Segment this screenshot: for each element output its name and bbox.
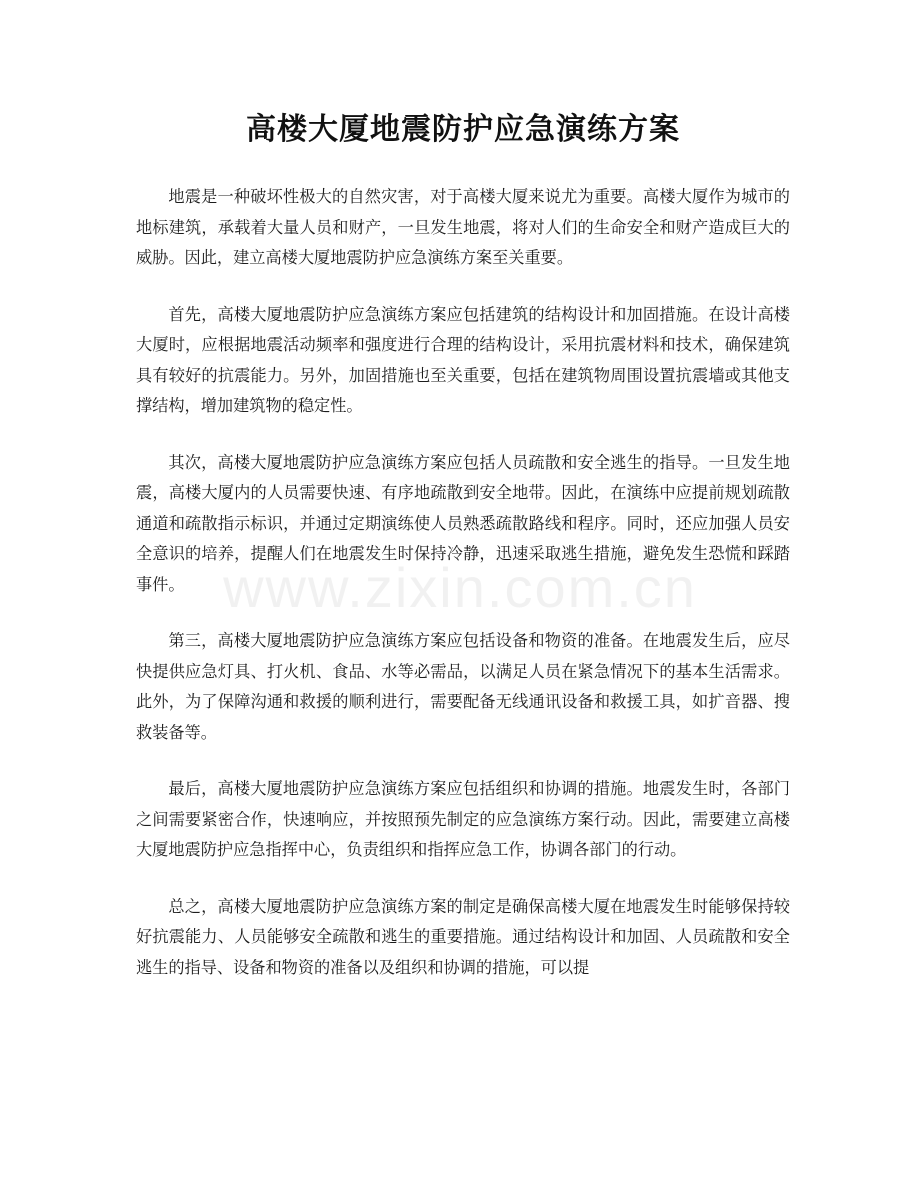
paragraph-structure: 首先，高楼大厦地震防护应急演练方案应包括建筑的结构设计和加固措施。在设计高楼大厦时，应根据地震活动频率和强度进行合理的结构设计，采用抗震材料和技术，确保建筑具有较好的抗震能力。另外，加固措施也至关重要，包括在建筑物周围设置抗震墙或其他支撑结构，增加建筑物的稳定性。 — [136, 304, 790, 415]
paragraph-intro: 地震是一种破坏性极大的自然灾害，对于高楼大厦来说尤为重要。高楼大厦作为城市的地标建筑，承载着大量人员和财产，一旦发生地震，将对人们的生命安全和财产造成巨大的威胁。因此，建立高楼大厦地震防护应急演练方案至关重要。 — [136, 187, 790, 267]
document-body — [136, 182, 790, 983]
paragraph-evacuation: 其次，高楼大厦地震防护应急演练方案应包括人员疏散和安全逃生的指导。一旦发生地震，高楼大厦内的人员需要快速、有序地疏散到安全地带。因此，在演练中应提前规划疏散通道和疏散指示标识，并通过定期演练使人员熟悉疏散路线和程序。同时，还应加强人员安全意识的培养，提醒人们在地震发生时保持冷静，迅速采取逃生措施，避免发生恐慌和踩踏事件。 — [136, 452, 790, 594]
paragraph-coordination: 最后，高楼大厦地震防护应急演练方案应包括组织和协调的措施。地震发生时，各部门之间需要紧密合作，快速响应，并按照预先制定的应急演练方案行动。因此，需要建立高楼大厦地震防护应急指挥中心，负责组织和指挥应急工作，协调各部门的行动。 — [136, 779, 790, 859]
page-title: 高楼大厦地震防护应急演练方案 — [246, 112, 680, 147]
paragraph-supplies: 第三，高楼大厦地震防护应急演练方案应包括设备和物资的准备。在地震发生后，应尽快提供应急灯具、打火机、食品、水等必需品，以满足人员在紧急情况下的基本生活需求。此外，为了保障沟通和救援的顺利进行，需要配备无线通讯设备和救援工具，如扩音器、搜救装备等。 — [136, 631, 790, 742]
paragraph-conclusion: 总之，高楼大厦地震防护应急演练方案的制定是确保高楼大厦在地震发生时能够保持较好抗震能力、人员能够安全疏散和逃生的重要措施。通过结构设计和加固、人员疏散和安全逃生的指导、设备和物资的准备以及组织和协调的措施，可以提 — [136, 896, 790, 977]
watermark: www.zixin.com.cn — [223, 556, 697, 619]
